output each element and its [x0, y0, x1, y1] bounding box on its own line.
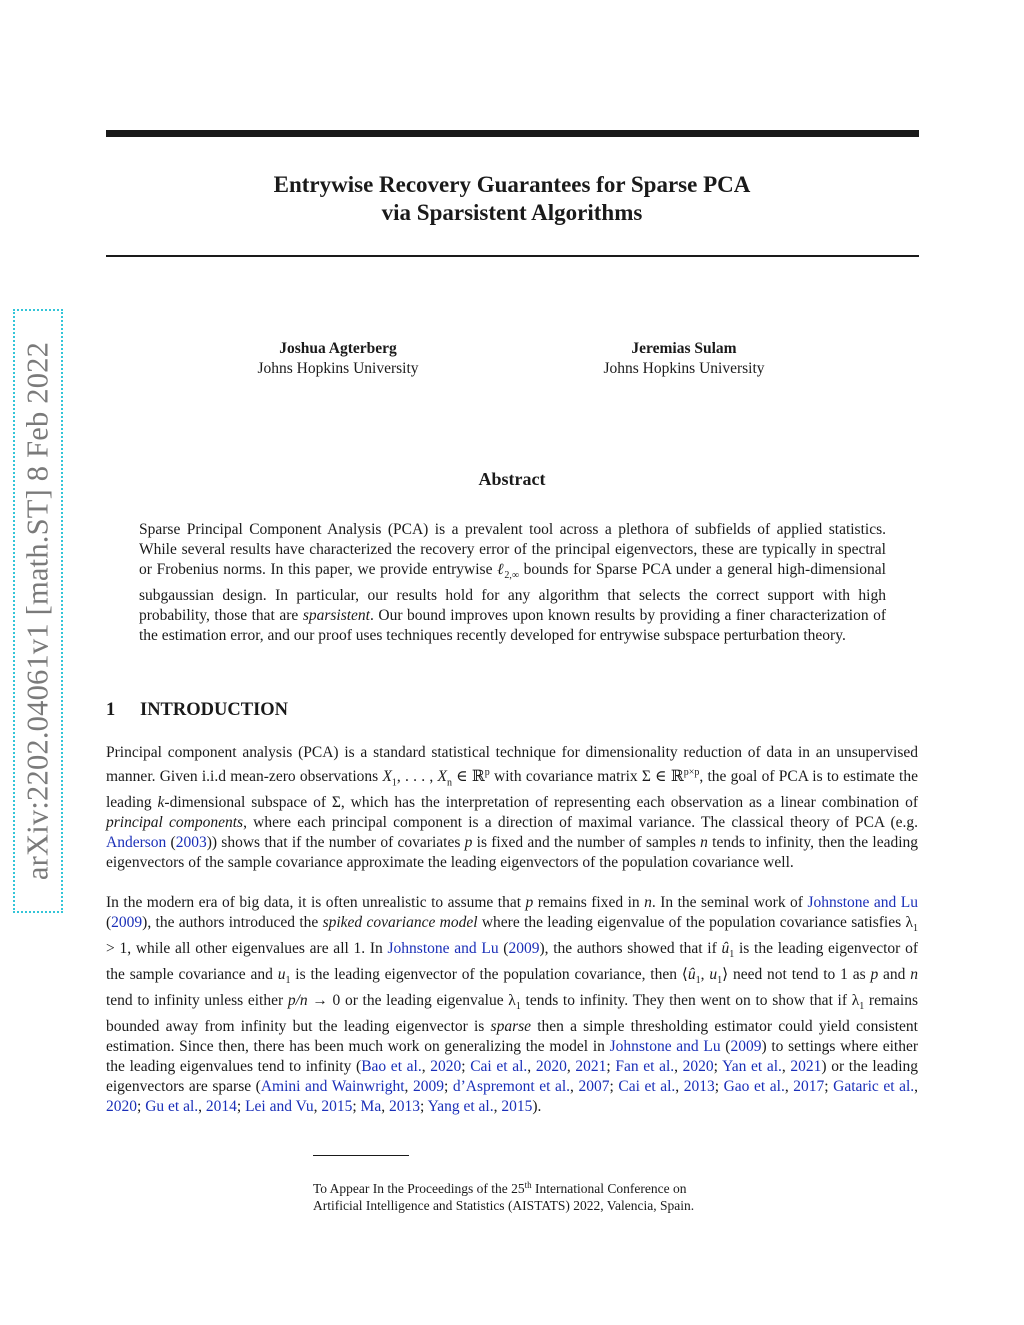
text: and	[878, 966, 911, 984]
math: p	[464, 834, 473, 852]
section-title: INTRODUCTION	[140, 700, 289, 720]
text: > 1, while all other eigenvalues are all 1. In	[106, 940, 388, 958]
citation-year-link[interactable]: 2020	[430, 1058, 462, 1076]
math: û	[721, 940, 730, 958]
paper-title	[106, 171, 918, 227]
math: p/n	[287, 992, 308, 1010]
citation-link[interactable]: Johnstone and Lu	[387, 940, 499, 958]
title-line-1: Entrywise Recovery Guarantees for Sparse PCA	[273, 172, 751, 197]
citation-year-link[interactable]: 2009	[412, 1078, 444, 1096]
math-sub: n	[446, 777, 452, 789]
math: X	[382, 768, 392, 786]
text: ⟩ need not tend to 1 as	[722, 966, 871, 984]
abstract-emphasis: sparsistent	[302, 607, 370, 625]
citation-year-link[interactable]: 2009	[508, 940, 540, 958]
author-affiliation: Johns Hopkins University	[603, 360, 765, 377]
abstract-heading: Abstract	[478, 469, 546, 489]
citation-link[interactable]: Cai et al.	[618, 1078, 676, 1096]
citation-year-link[interactable]: 2015	[501, 1098, 533, 1116]
text: is the leading eigenvector of the population covariance, then ⟨	[290, 966, 688, 984]
abstract-body	[139, 520, 886, 646]
math: u	[277, 966, 286, 984]
title-bottom-rule	[106, 255, 919, 257]
emphasis: spiked covariance model	[322, 914, 478, 931]
math: û	[687, 966, 696, 984]
title-line-2: via Sparsistent Algorithms	[381, 200, 643, 225]
text: remains fixed in	[533, 894, 645, 911]
text: In the modern era of big data, it is often unrealistic to assume that	[106, 894, 526, 911]
citation-year-link[interactable]: 2017	[793, 1078, 825, 1096]
citation-link[interactable]: Cai et al.	[470, 1058, 528, 1076]
text: ) to settings where either the leading eigenvalues tend to infinity (	[106, 1038, 918, 1076]
intro-paragraph-2: In the modern era of big data, it is often unrealistic to assume that p remains fixed in n. In the seminal work of Johnstone and Lu (2009), the authors introduced the spiked covariance model where the leading eigenvalue of the population covariance satisfies $\lambda_1 > 1$, while all other eigenvalues are all 1. In Johnstone and Lu (2009), the authors showed that if $û_1$ is the leading eigenvector of the sample covariance and $u_1$ is the leading eigenvector of the population covariance, then $⟨û_1$, $u_1⟩$ need not tend to 1 as p and n tend to infinity unless either p/n → 0 or the leading eigenvalue $\lambda_1$ tends to infinity. They then went on to show that if $\lambda_1$ remains bounded away from infinity but the leading eigenvector is sparse then a simple thresholding estimator could yield consistent estimation. Since then, there has been much work on generalizing the model in Johnstone and Lu (2009) to settings where either the leading eigenvalues tend to infinity (Bao et al., 2020; Cai et al., 2020, 2021; Fan et al., 2020; Yan et al., 2021) or the leading eigenvectors are sparse (Amini and Wainwright, 2009; d’Aspremont et al., 2007; Cai et al., 2013; Gao et al., 2017; Gataric et al., 2020; Gu et al., 2014; Lei and Vu, 2015; Ma, 2013; Yang et al., 2015).	[106, 894, 919, 1116]
text: ), the authors showed that if	[539, 940, 722, 958]
math: u	[709, 966, 718, 984]
text: )) shows that if the number of covariates	[206, 834, 465, 852]
math-sub: 1	[515, 1001, 521, 1013]
text: is fixed and the number of samples	[472, 834, 701, 852]
section-heading	[106, 700, 288, 721]
math-sub: 1	[717, 975, 723, 987]
author-1	[208, 339, 468, 379]
text: tend to infinity unless either	[106, 992, 288, 1010]
math: n	[644, 894, 652, 911]
intro-paragraph-1	[106, 743, 918, 873]
citation-link[interactable]: Gu et al.	[145, 1098, 199, 1116]
text: ), the authors introduced the	[142, 914, 323, 931]
citation-year-link[interactable]: 2020	[682, 1058, 714, 1076]
footnote-rule	[313, 1155, 409, 1156]
text: with covariance matrix Σ ∈ ℝ	[489, 768, 684, 786]
citation-link[interactable]: Anderson	[106, 834, 167, 852]
footnote-text: To Appear In the Proceedings of the 25	[313, 1181, 525, 1196]
citation-link[interactable]: Yan et al.	[722, 1058, 782, 1076]
author-2	[554, 339, 814, 379]
citation-year-link[interactable]: 2013	[683, 1078, 715, 1096]
text: (	[498, 940, 509, 958]
text: , the goal of PCA is to estimate the leading	[106, 768, 918, 812]
math-sub: 1	[695, 975, 701, 987]
citation-year-link[interactable]: 2009	[730, 1038, 762, 1056]
emphasis: principal components	[106, 814, 244, 832]
citation-year-link[interactable]: 2013	[388, 1098, 420, 1116]
emphasis: sparse	[490, 1018, 532, 1036]
footnote-sup: th	[524, 1180, 532, 1190]
math: p	[525, 894, 534, 911]
citation-year-link[interactable]: 2020	[535, 1058, 567, 1076]
text: -dimensional subspace of Σ, which has the interpretation of representing each observation as a linear combination of	[164, 794, 918, 812]
text: tends to infinity. They then went on to show that if λ	[520, 992, 860, 1010]
author-name: Joshua Agterberg	[279, 340, 397, 357]
citation-year-link[interactable]: 2009	[111, 914, 143, 931]
citation-year-link[interactable]: 2007	[578, 1078, 610, 1096]
math-sub: 1	[729, 949, 735, 961]
math: , . . . ,	[396, 768, 438, 786]
math-sub: 1	[859, 1001, 865, 1013]
text: , where each principal component is a direction of maximal variance. The classical theory of PCA (e.g.	[243, 814, 919, 832]
math-sub: 1	[285, 975, 291, 987]
citation-link[interactable]: Bao et al.	[361, 1058, 422, 1076]
footnote-text: International Conference on Artificial Intelligence and Statistics (AISTATS) 2022, Valencia, Spain.	[313, 1181, 695, 1213]
math: k	[157, 794, 165, 812]
arxiv-stamp-text: arXiv:2202.04061v1 [math.ST] 8 Feb 2022	[20, 341, 55, 881]
text: then a simple thresholding estimator could yield consistent estimation. Since then, there has been much work on generalizing the model in	[106, 1018, 918, 1056]
math-sup: p×p	[683, 767, 700, 778]
citation-year-link[interactable]: 2020	[106, 1098, 137, 1116]
citation-link[interactable]: Amini and Wainwright	[260, 1078, 405, 1096]
abstract-text: Sparse Principal Component Analysis (PCA) is a prevalent tool across a plethora of subfields of applied statistics. While several results have characterized the recovery error of the principal eigenvectors, these are typically in spectral or Frobenius norms. In this paper, we provide entrywise	[139, 521, 886, 578]
citation-link[interactable]: Gataric et al.	[833, 1078, 915, 1096]
text: is the leading eigenvector of the sample covariance and	[106, 940, 918, 984]
math-sub: 1	[391, 777, 397, 789]
citation-year-link[interactable]: 2003	[175, 834, 207, 852]
footnote	[313, 1180, 713, 1214]
citation-link[interactable]: d’Aspremont et al.	[452, 1078, 571, 1096]
math-sub: 1	[912, 923, 918, 935]
abstract-text: . Our bound improves upon known results by providing a finer characterization of the estimation error, and our proof uses techniques recently developed for entrywise subspace perturbation theory.	[139, 607, 886, 645]
citation-year-link[interactable]: 2015	[321, 1098, 353, 1116]
citation-link[interactable]: Johnstone and Lu	[807, 894, 918, 911]
math-sup: p	[484, 767, 490, 778]
math: ∈ ℝ	[451, 768, 485, 786]
math: n	[910, 966, 919, 984]
author-affiliation: Johns Hopkins University	[257, 360, 419, 377]
text: (	[166, 834, 176, 852]
citation-link[interactable]: Ma	[360, 1098, 382, 1116]
citation-year-link[interactable]: 2014	[205, 1098, 237, 1116]
text: → 0 or the leading eigenvalue λ	[307, 992, 516, 1010]
text: . In the seminal work of	[651, 894, 808, 911]
abstract-text: bounds for Sparse PCA under a general high-dimensional subgaussian design. In particular, our results hold for any algorithm that selects the correct support with high probability, those that are	[139, 561, 886, 625]
citation-year-link[interactable]: 2021	[790, 1058, 822, 1076]
author-name: Jeremias Sulam	[631, 340, 737, 357]
text: where the leading eigenvalue of the population covariance satisfies λ	[477, 914, 913, 931]
text: Principal component analysis (PCA) is a standard statistical technique for dimensionality reduction of data in an unsupervised manner. Given i.i.d mean-zero observations	[106, 744, 918, 786]
citation-link[interactable]: Yang et al.	[427, 1098, 494, 1116]
top-rule	[106, 130, 919, 137]
text: ) or the leading eigenvectors are sparse (	[106, 1058, 919, 1096]
citation-link[interactable]: Fan et al.	[615, 1058, 675, 1076]
text: remains bounded away from infinity but the leading eigenvector is	[106, 992, 918, 1036]
norm-subscript: 2,∞	[504, 570, 519, 582]
citation-year-link[interactable]: 2021	[575, 1058, 607, 1076]
text: ).	[532, 1098, 542, 1116]
text: (	[720, 1038, 731, 1056]
math: X	[437, 768, 447, 786]
citation-link[interactable]: Lei and Vu	[245, 1098, 314, 1116]
citation-link[interactable]: Gao et al.	[723, 1078, 785, 1096]
text: (	[106, 914, 112, 931]
citation-link[interactable]: Johnstone and Lu	[609, 1038, 721, 1056]
section-number: 1	[106, 700, 116, 720]
arxiv-stamp[interactable]	[13, 309, 63, 913]
text: ,	[700, 966, 710, 984]
math: p	[870, 966, 879, 984]
text: tends to infinity, then the leading eigenvectors of the sample covariance approximate the leading eigenvectors of the population covariance well.	[106, 834, 919, 872]
norm-symbol: ℓ	[497, 561, 505, 578]
math: n	[700, 834, 708, 852]
